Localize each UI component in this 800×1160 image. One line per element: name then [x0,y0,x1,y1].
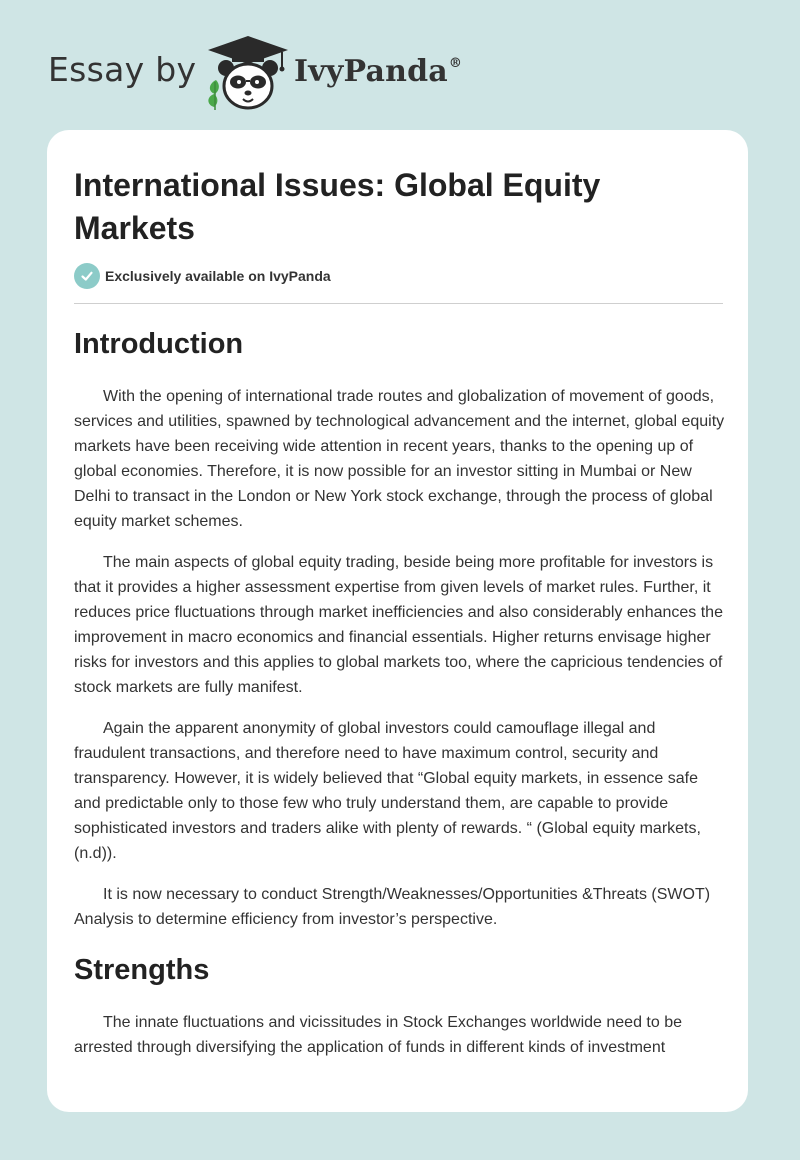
section-heading-strengths: Strengths [74,954,210,986]
title-divider [74,303,723,304]
essay-card [47,130,748,1112]
paragraph: It is now necessary to conduct Strength/Weaknesses/Opportunities &Threats (SWOT) Analysis to determine efficiency from investor’s perspective. [74,886,711,928]
paragraph: With the opening of international trade routes and globalization of movement of goods, services and utilities, spawned by technological advancement and the internet, global equity markets have been receiving wide attention in recent years, thanks to the opening up of global economies. Therefore, it is now possible for an investor sitting in Mumbai or New Delhi to transact in the London or New York stock exchange, through the process of global equity market schemes. [74,388,725,530]
panda-graduate-icon[interactable] [202,34,294,112]
section-heading-introduction: Introduction [74,328,244,360]
essay-by-label: Essay by [48,50,197,89]
check-icon [74,263,100,289]
essay-title: International Issues: Global Equity Markets [74,167,601,246]
paragraph: Again the apparent anonymity of global investors could camouflage illegal and fraudulent transactions, and therefore need to have maximum control, security and transparency. However, it is widely believed that “Global equity markets, in essence safe and predictable only to those few who truly understand them, are capable to provide sophisticated investors and traders alike with plenty of rewards. “ (Global equity markets, (n.d)). [74,720,701,862]
paragraph: The main aspects of global equity trading, beside being more profitable for investors is that it provides a higher assessment expertise from given levels of market rules. Further, it reduces price fluctuations through market inefficiencies and also considerably enhances the improvement in macro economics and financial essentials. Higher returns envisage higher risks for investors and this applies to global markets too, where the capricious tendencies of stock markets are fully manifest. [74,554,723,696]
ivy-leaf-icon [208,80,219,110]
trademark-symbol: ® [448,56,463,71]
exclusive-label: Exclusively available on IvyPanda [105,268,331,284]
site-header [48,34,508,114]
exclusive-badge [74,263,331,289]
essay-body [74,318,726,1060]
brand-name[interactable]: IvyPanda® [294,54,463,89]
paragraph: The innate fluctuations and vicissitudes in Stock Exchanges worldwide need to be arrested through diversifying the application of funds in different kinds of investment [74,1014,683,1056]
